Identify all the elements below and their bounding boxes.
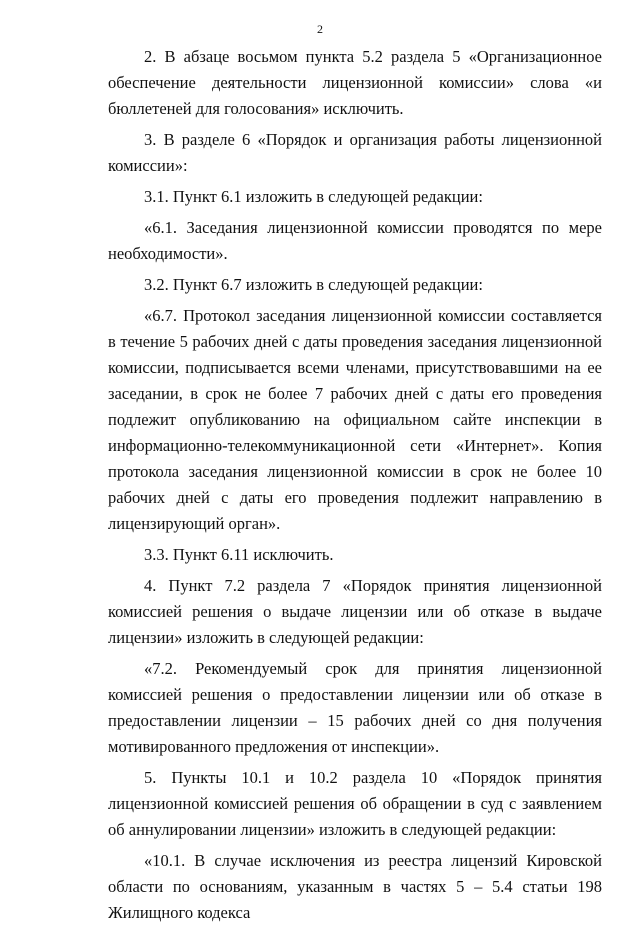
paragraph-item-3-3: 3.3. Пункт 6.11 исключить.	[144, 545, 334, 564]
paragraph-item-3-2: 3.2. Пункт 6.7 изложить в следующей редакции:	[144, 275, 483, 294]
paragraph-item-4: 4. Пункт 7.2 раздела 7 «Порядок принятия лицензионной комиссией решения о выдаче лицензии или об отказе в выдаче лицензии» изложить в следующей редакции:	[108, 576, 602, 647]
paragraph-quote-10-1: «10.1. В случае исключения из реестра лицензий Кировской области по основаниям, указанным в частях 5 – 5.4 статьи 198 Жилищного кодекса	[108, 851, 602, 922]
paragraph-quote-6-1: «6.1. Заседания лицензионной комиссии проводятся по мере необходимости».	[108, 218, 602, 263]
paragraph-item-2: 2. В абзаце восьмом пункта 5.2 раздела 5 «Организационное обеспечение деятельности лицензионной комиссии» слова «и бюллетеней для голосования» исключить.	[108, 47, 602, 118]
paragraph-item-5: 5. Пункты 10.1 и 10.2 раздела 10 «Порядок принятия лицензионной комиссией решения об обращении в суд с заявлением об аннулировании лицензии» изложить в следующей редакции:	[108, 768, 602, 839]
paragraph-quote-6-7: «6.7. Протокол заседания лицензионной комиссии составляется в течение 5 рабочих дней с даты проведения заседания лицензионной комиссии, подписывается всеми членами, присутствовавшими на ее заседании, в срок не более 7 рабочих дней с даты его проведения подлежит опубликованию на официальном сайте инспекции в информационно-телекоммуникационной сети «Интернет». Копия протокола заседания лицензионной комиссии в срок не более 10 рабочих дней с даты его проведения подлежит направлению в лицензирующий орган».	[108, 306, 602, 533]
paragraph-item-3: 3. В разделе 6 «Порядок и организация работы лицензионной комиссии»:	[108, 130, 602, 175]
document-body	[108, 44, 602, 926]
page-number: 2	[317, 22, 323, 36]
paragraph-item-3-1: 3.1. Пункт 6.1 изложить в следующей редакции:	[144, 187, 483, 206]
paragraph-quote-7-2: «7.2. Рекомендуемый срок для принятия лицензионной комиссией решения о предоставлении лицензии или об отказе в предоставлении лицензии – 15 рабочих дней со дня получения мотивированного предложения от инспекции».	[108, 659, 602, 756]
